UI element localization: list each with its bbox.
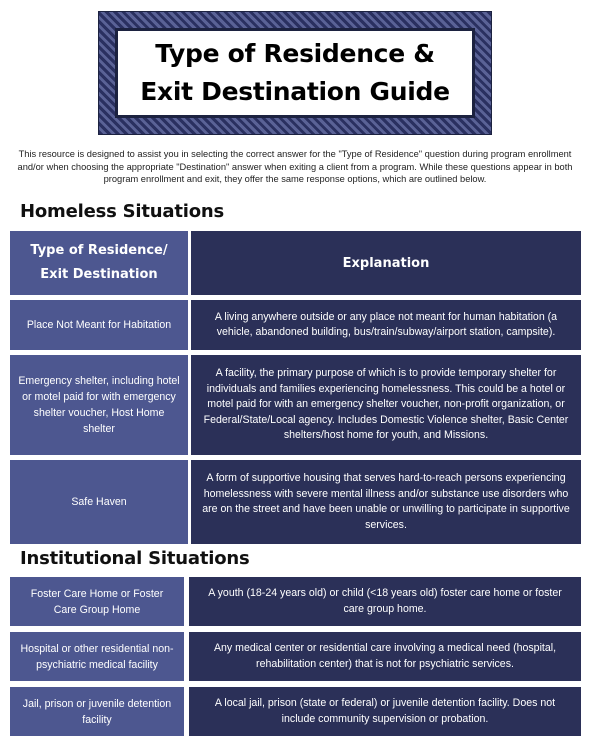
explanation-cell: A form of supportive housing that serves hard-to-reach persons experiencing homelessness with severe mental illness and/or substance use disorders who are on the street and have been unable or unwilling to participate in supportive services. (191, 460, 581, 544)
residence-type-cell: Emergency shelter, including hotel or motel paid for with emergency shelter voucher, Host Home shelter (10, 355, 188, 455)
title-box (115, 28, 475, 118)
explanation-cell: Any medical center or residential care involving a medical need (hospital, rehabilitation center) that is not for psychiatric services. (189, 632, 581, 681)
explanation-cell: A facility, the primary purpose of which is to provide temporary shelter for individuals and families experiencing homelessness. This could be a hotel or motel paid for with an emergency shelter voucher, non-profit organization, or Federal/State/Local agency. Includes Domestic Violence shelter, Basic Center shelters/host home for youth, and Missions. (191, 355, 581, 455)
residence-type-cell: Hospital or other residential non-psychiatric medical facility (10, 632, 184, 681)
residence-type-cell: Safe Haven (10, 460, 188, 544)
residence-type-cell: Place Not Meant for Habitation (10, 300, 188, 350)
explanation-cell: A youth (18-24 years old) or child (<18 years old) foster care home or foster care group home. (189, 577, 581, 626)
title-banner (98, 11, 492, 135)
table-header-explanation: Explanation (191, 231, 581, 295)
table-header-type-line-2: Exit Destination (40, 267, 158, 282)
intro-paragraph: This resource is designed to assist you in selecting the correct answer for the "Type of Residence" question during program enrollment and/or when choosing the appropriate "Destination" answer when exiting a client from a program. While these questions appear in both program enrollment and exit, they offer the same response options, which are outlined below. (17, 149, 573, 184)
institutional-section-title: Institutional Situations (20, 548, 250, 569)
homeless-section-title: Homeless Situations (20, 201, 225, 222)
table-header-type-line-1: Type of Residence/ (30, 243, 168, 258)
page-title-line-1: Type of Residence & (155, 39, 435, 68)
table-header-type (10, 231, 188, 295)
residence-type-cell: Foster Care Home or Foster Care Group Home (10, 577, 184, 626)
residence-type-cell: Jail, prison or juvenile detention facility (10, 687, 184, 736)
explanation-cell: A living anywhere outside or any place not meant for human habitation (a vehicle, abandoned building, bus/train/subway/airport station, campsite). (191, 300, 581, 350)
page-title (140, 35, 450, 111)
explanation-cell: A local jail, prison (state or federal) or juvenile detention facility. Does not include community supervision or probation. (189, 687, 581, 736)
page-title-line-2: Exit Destination Guide (140, 77, 450, 106)
